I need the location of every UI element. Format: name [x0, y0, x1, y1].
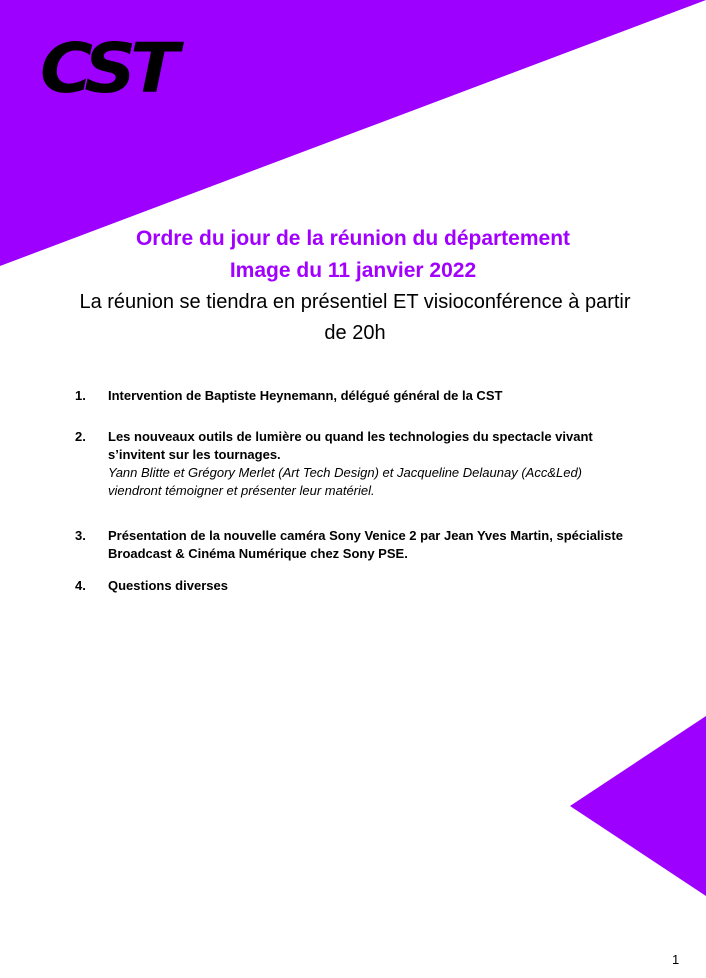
- page-title-line-2: Image du 11 janvier 2022: [229, 259, 477, 282]
- agenda-item-number: 2.: [75, 429, 86, 444]
- agenda-item-number: 1.: [75, 388, 86, 403]
- meeting-subtitle: La réunion se tiendra en présentiel ET visioconférence à partir de 20h: [79, 291, 631, 344]
- page-title-line-1: Ordre du jour de la réunion du département: [135, 227, 571, 250]
- agenda-item-number: 3.: [75, 528, 86, 543]
- bottom-purple-triangle: [570, 716, 706, 896]
- agenda-item-description: Yann Blitte et Grégory Merlet (Art Tech Design) et Jacqueline Delaunay (Acc&Led) viendront témoigner et présenter leur matériel.: [108, 465, 583, 498]
- agenda-item-title: Les nouveaux outils de lumière ou quand les technologies du spectacle vivant s’invitent sur les tournages.: [108, 429, 593, 462]
- agenda-item-number: 4.: [75, 578, 86, 593]
- agenda-item-title: Présentation de la nouvelle caméra Sony Venice 2 par Jean Yves Martin, spécialiste Broadcast & Cinéma Numérique chez Sony PSE.: [108, 528, 623, 561]
- page-number: 1: [672, 952, 680, 967]
- agenda-item-title: Intervention de Baptiste Heynemann, délégué général de la CST: [108, 388, 503, 403]
- cst-logo: CST: [40, 28, 174, 108]
- agenda-item-title: Questions diverses: [108, 578, 228, 593]
